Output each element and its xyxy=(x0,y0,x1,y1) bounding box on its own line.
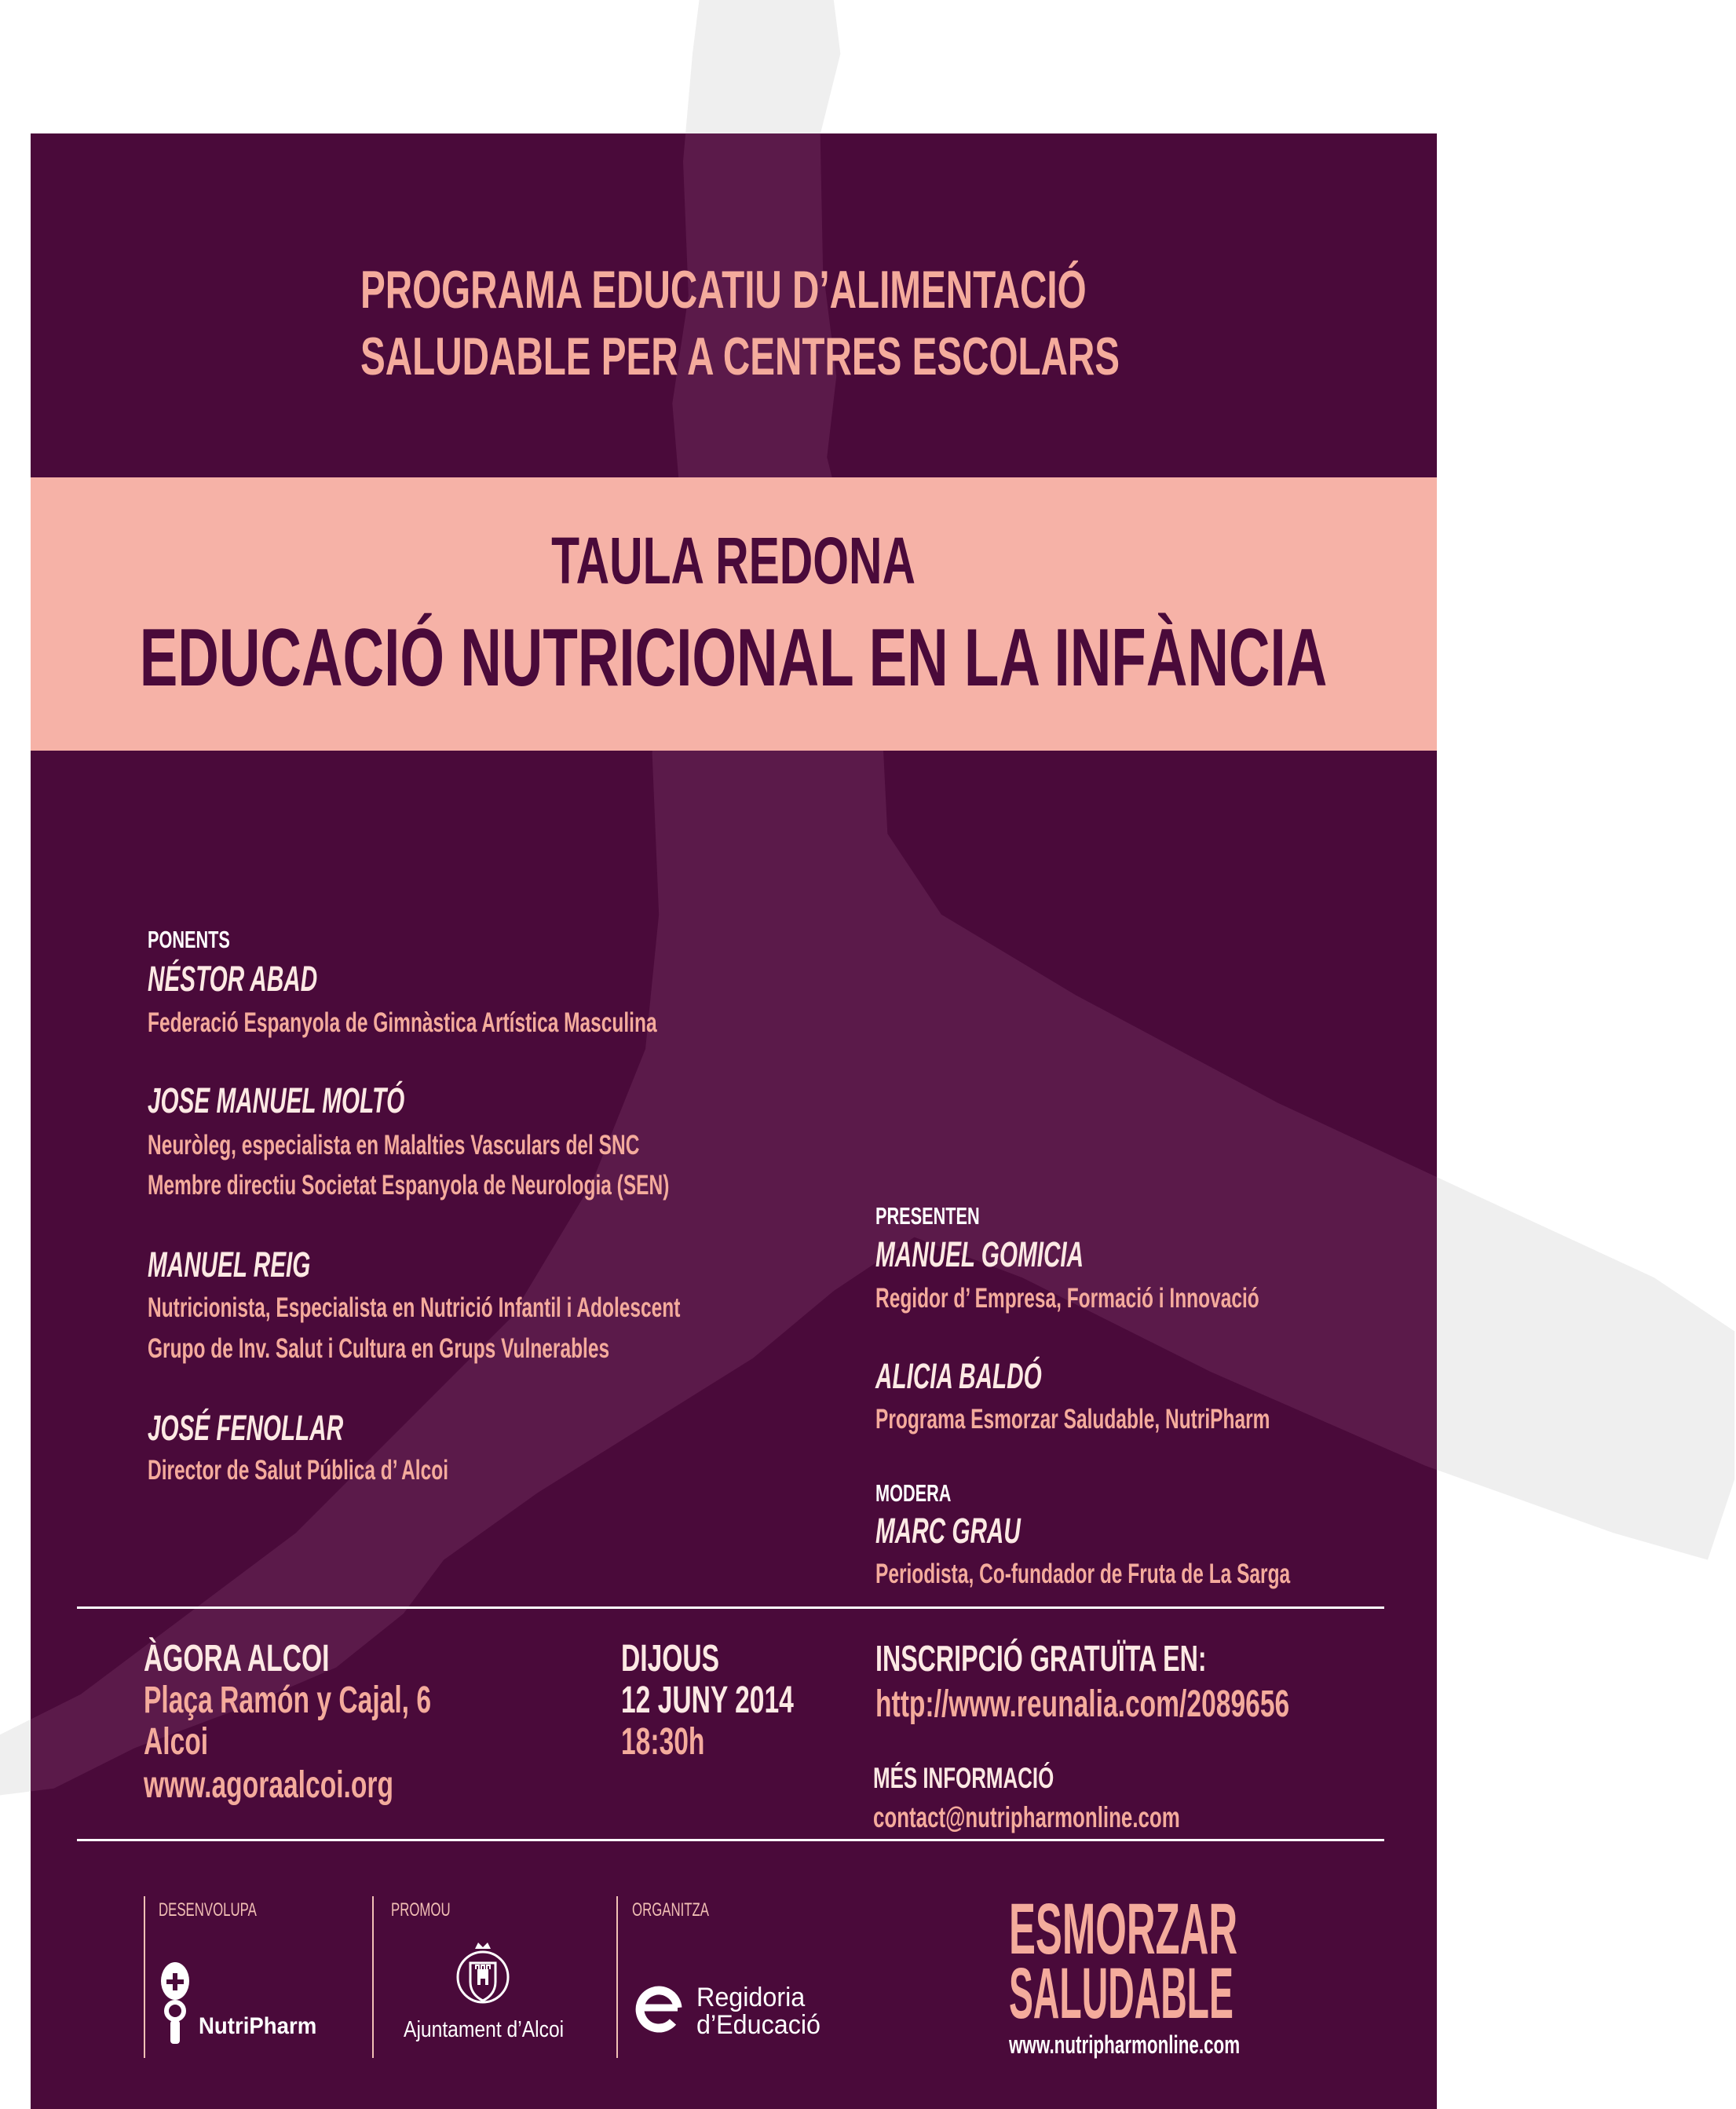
moderator-name: MARC GRAU xyxy=(875,1511,1021,1551)
brand-wordmark-line-1: ESMORZAR xyxy=(1009,1889,1238,1969)
presenter-role: Programa Esmorzar Saludable, NutriPharm xyxy=(875,1404,1270,1435)
coat-of-arms-icon xyxy=(455,1939,511,2015)
speaker-name: JOSÉ FENOLLAR xyxy=(148,1408,344,1448)
credit-divider-3 xyxy=(616,1896,618,2058)
registration-url: http://www.reunalia.com/2089656 xyxy=(875,1683,1290,1725)
program-title-line-2: SALUDABLE PER A CENTRES ESCOLARS xyxy=(360,327,1120,386)
regidoria-e-logo-icon xyxy=(632,1981,687,2034)
event-title: EDUCACIÓ NUTRICIONAL EN LA INFÀNCIA xyxy=(139,612,1328,704)
venue-city: Alcoi xyxy=(144,1721,209,1763)
credit-divider-1 xyxy=(144,1896,145,2058)
venue-website: www.agoraalcoi.org xyxy=(144,1764,394,1806)
divider-rule-bottom xyxy=(77,1839,1384,1841)
speaker-name: NÉSTOR ABAD xyxy=(148,959,318,999)
speaker-role: Federació Espanyola de Gimnàstica Artística Masculina xyxy=(148,1007,657,1038)
speaker-role: Neuròleg, especialista en Malalties Vasculars del SNC xyxy=(148,1130,640,1160)
speaker-role: Director de Salut Pública d’ Alcoi xyxy=(148,1455,449,1486)
event-time: 18:30h xyxy=(621,1721,705,1763)
modera-label: MODERA xyxy=(875,1479,952,1507)
brand-website: www.nutripharmonline.com xyxy=(1009,2030,1241,2059)
presenter-role: Regidor d’ Empresa, Formació i Innovació xyxy=(875,1283,1259,1314)
nutripharm-logo-icon xyxy=(159,1961,191,2045)
divider-rule-top xyxy=(77,1606,1384,1609)
speaker-name: MANUEL REIG xyxy=(148,1245,311,1285)
regidoria-logo-text-line-2: d’Educació xyxy=(696,2010,821,2040)
brand-wordmark-line-2: SALUDABLE xyxy=(1009,1954,1233,2034)
nutripharm-logo-text: NutriPharm xyxy=(199,2013,317,2039)
ajuntament-logo-text: Ajuntament d’Alcoi xyxy=(404,2017,565,2042)
ponents-label: PONENTS xyxy=(148,926,230,953)
program-title-line-1: PROGRAMA EDUCATIU D’ALIMENTACIÓ xyxy=(360,260,1087,320)
speaker-role: Nutricionista, Especialista en Nutrició Infantil i Adolescent xyxy=(148,1292,681,1323)
presenten-label: PRESENTEN xyxy=(875,1202,980,1230)
presenter-name: MANUEL GOMICIA xyxy=(875,1234,1084,1274)
event-kicker: TAULA REDONA xyxy=(551,524,916,598)
speaker-name: JOSE MANUEL MOLTÓ xyxy=(148,1080,405,1120)
registration-heading: INSCRIPCIÓ GRATUÏTA EN: xyxy=(875,1638,1207,1679)
credit-divider-2 xyxy=(372,1896,374,2058)
regidoria-logo-text-line-1: Regidoria xyxy=(696,1983,806,2012)
event-weekday: DIJOUS xyxy=(621,1638,720,1680)
event-date: 12 JUNY 2014 xyxy=(621,1680,794,1721)
more-info-label: MÉS INFORMACIÓ xyxy=(873,1762,1054,1794)
contact-email: contact@nutripharmonline.com xyxy=(873,1801,1180,1833)
credit-label-organitza: ORGANITZA xyxy=(632,1899,710,1921)
credit-label-desenvolupa: DESENVOLUPA xyxy=(159,1899,257,1921)
speaker-role: Membre directiu Societat Espanyola de Neurologia (SEN) xyxy=(148,1170,670,1201)
venue-address: Plaça Ramón y Cajal, 6 xyxy=(144,1680,432,1721)
moderator-role: Periodista, Co-fundador de Fruta de La Sarga xyxy=(875,1559,1291,1589)
speaker-role: Grupo de Inv. Salut i Cultura en Grups Vulnerables xyxy=(148,1333,610,1364)
presenter-name: ALICIA BALDÓ xyxy=(875,1356,1042,1396)
venue-name: ÀGORA ALCOI xyxy=(144,1638,330,1680)
credit-label-promou: PROMOU xyxy=(391,1899,451,1921)
